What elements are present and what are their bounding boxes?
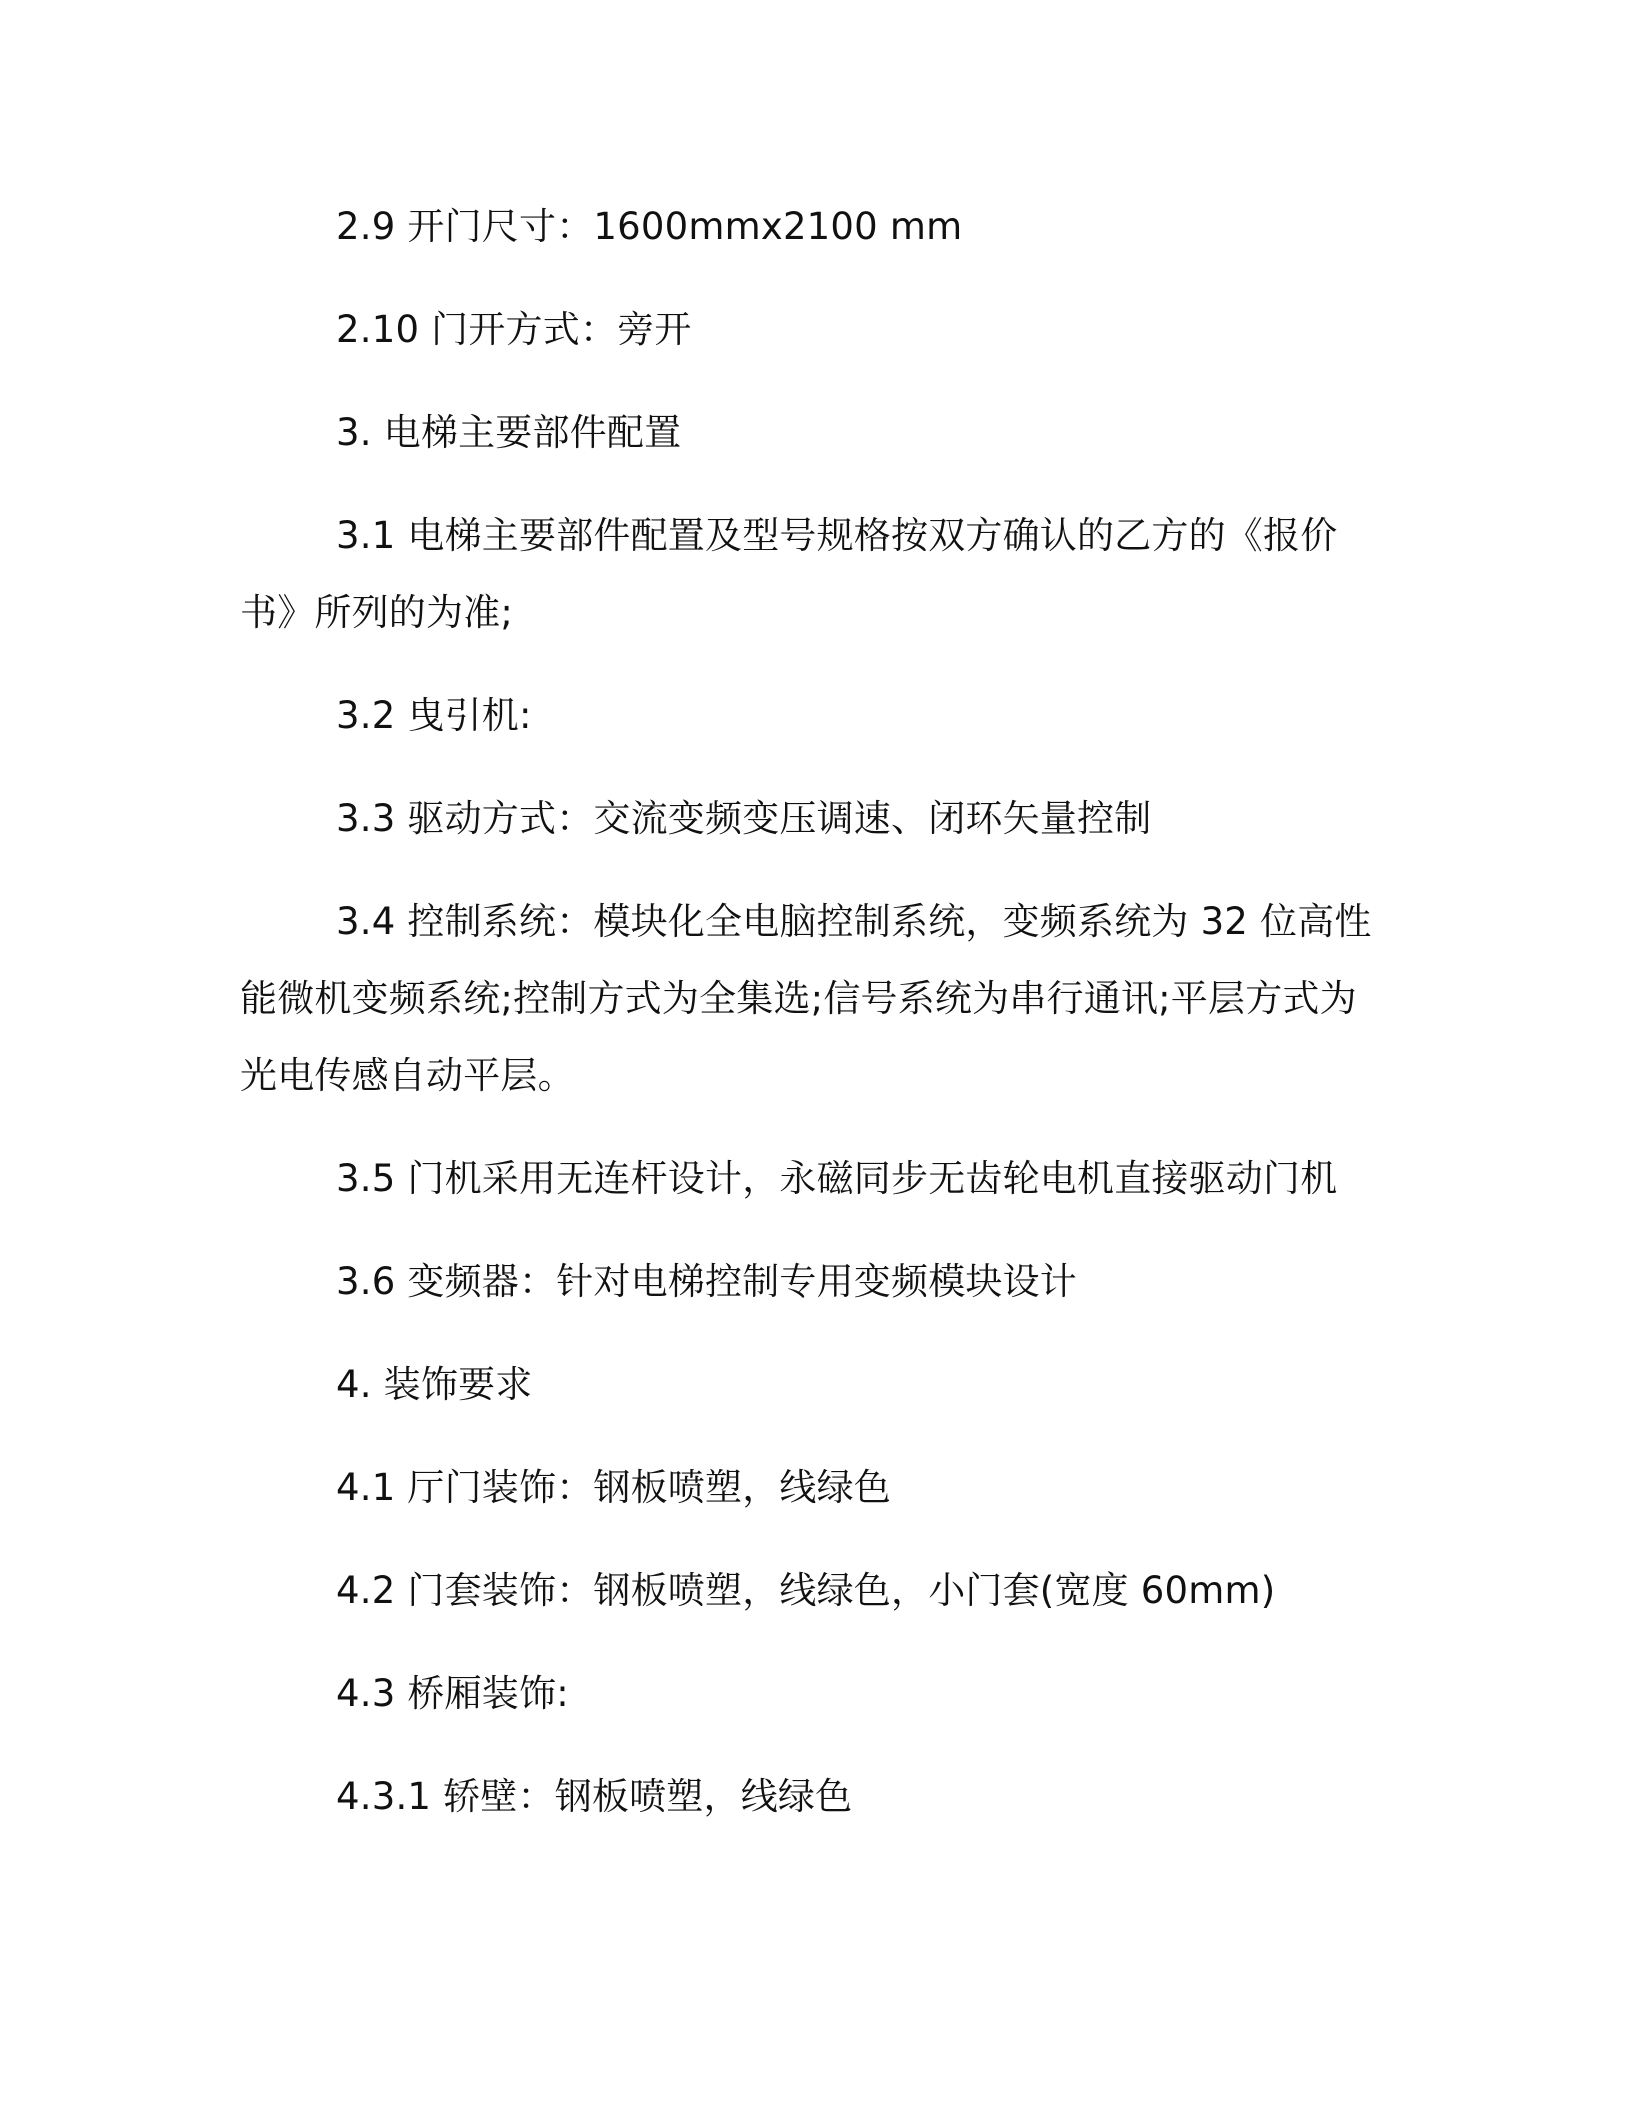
paragraph-door-opening-size: 2.9 开门尺寸：1600mmx2100 mm (336, 205, 963, 248)
paragraph-hall-door-decoration: 4.1 厅门装饰：钢板喷塑，线绿色 (336, 1466, 892, 1509)
heading-decoration-requirements: 4. 装饰要求 (336, 1363, 533, 1406)
heading-main-components: 3. 电梯主要部件配置 (336, 411, 682, 454)
paragraph-control-system: 3.4 控制系统：模块化全电脑控制系统，变频系统为 32 位高性能微机变频系统;控制方式为全集选;信号系统为串行通讯;平层方式为光电传感自动平层。 (240, 900, 1372, 1097)
paragraph-car-decoration: 4.3 桥厢装饰: (336, 1672, 569, 1715)
paragraph-traction-machine: 3.2 曳引机: (336, 694, 532, 737)
paragraph-component-config: 3.1 电梯主要部件配置及型号规格按双方确认的乙方的《报价书》所列的为准; (240, 514, 1338, 634)
paragraph-car-wall: 4.3.1 轿壁：钢板喷塑，线绿色 (336, 1775, 853, 1818)
document-body (240, 188, 1390, 1835)
paragraph-door-machine: 3.5 门机采用无连杆设计，永磁同步无齿轮电机直接驱动门机 (336, 1157, 1338, 1200)
paragraph-door-frame-decoration: 4.2 门套装饰：钢板喷塑，线绿色，小门套(宽度 60mm) (336, 1569, 1276, 1612)
paragraph-drive-mode: 3.3 驱动方式：交流变频变压调速、闭环矢量控制 (336, 797, 1152, 840)
paragraph-inverter: 3.6 变频器：针对电梯控制专用变频模块设计 (336, 1260, 1078, 1303)
paragraph-door-opening-mode: 2.10 门开方式：旁开 (336, 308, 692, 351)
